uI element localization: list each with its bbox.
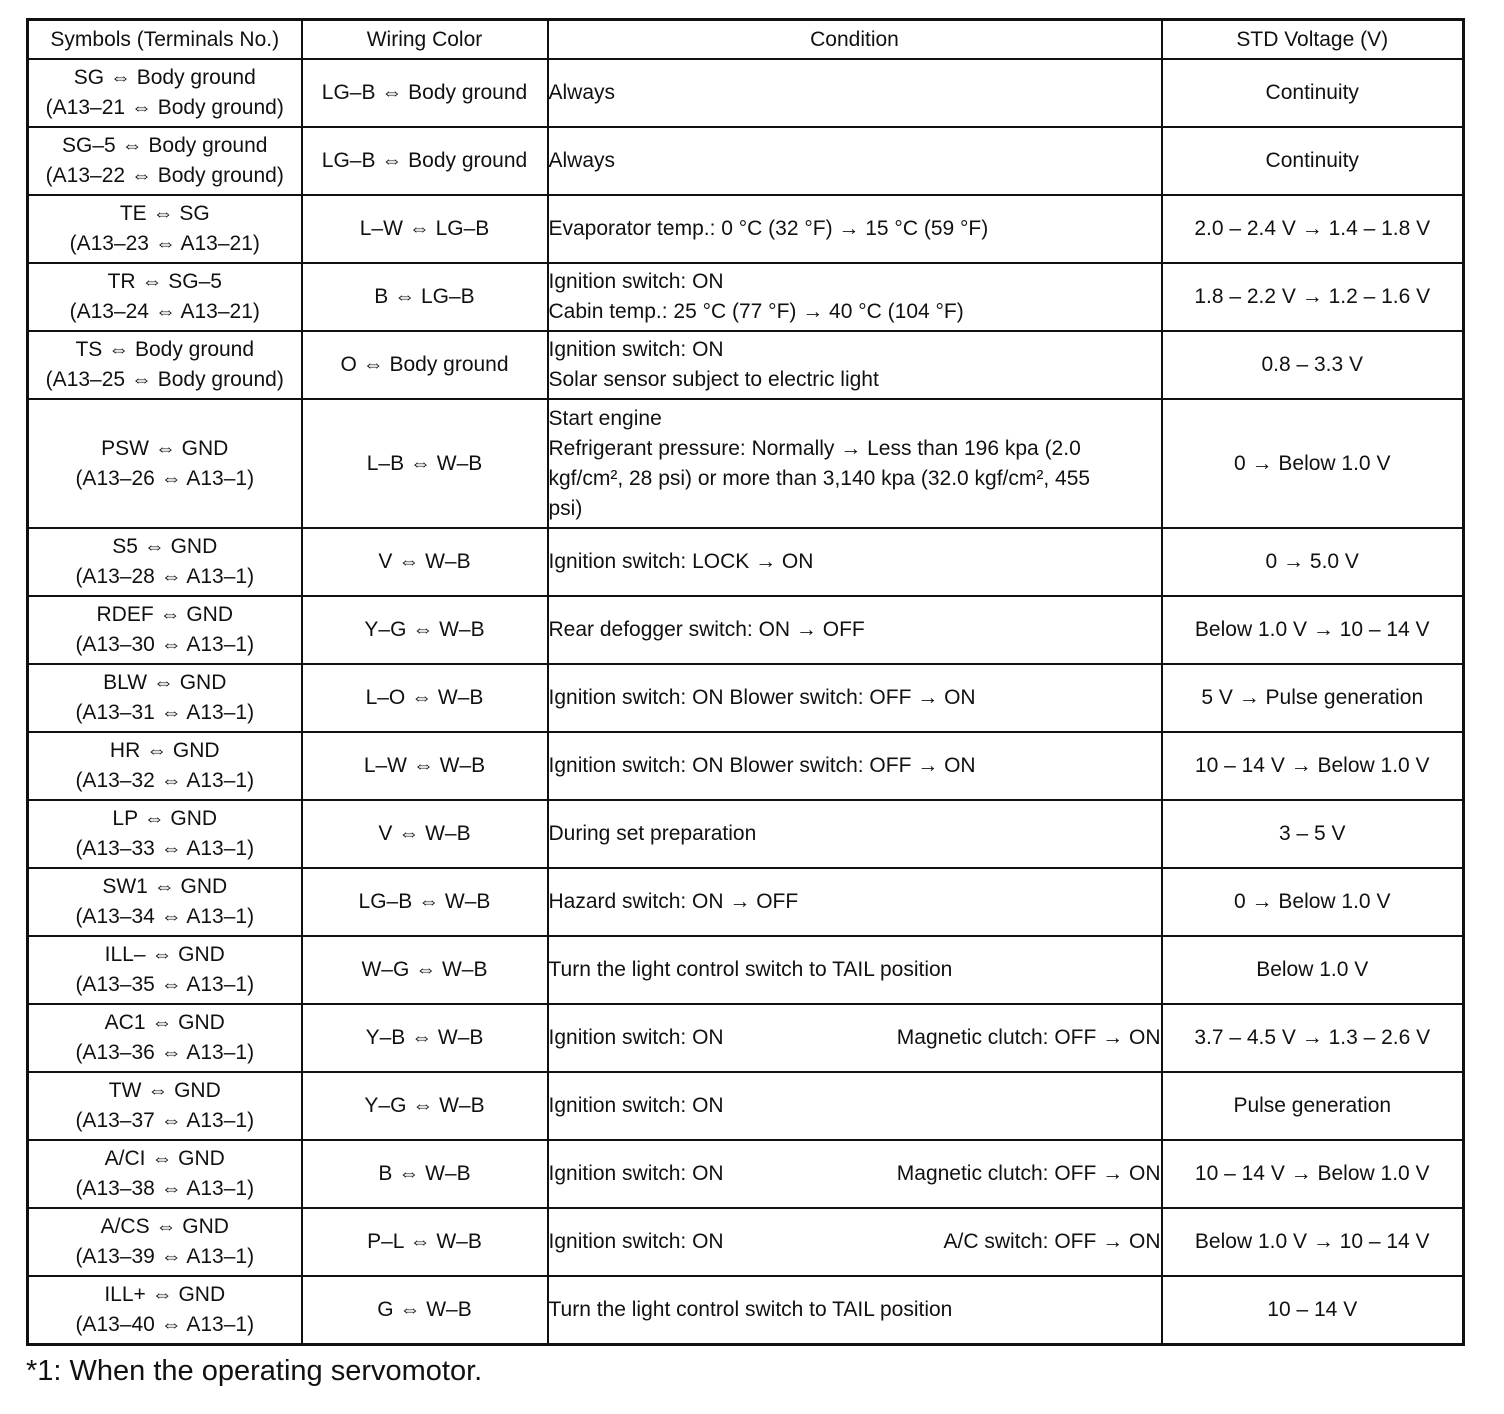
symbol-cell (28, 528, 302, 596)
condition-cell (548, 195, 1162, 263)
std-voltage-cell: Below 1.0 V (1162, 936, 1464, 1004)
std-voltage-cell: 5 V → Pulse generation (1162, 664, 1464, 732)
std-voltage-cell: 10 – 14 V → Below 1.0 V (1162, 732, 1464, 800)
wiring-color-cell: V ⇔ W–B (302, 528, 548, 596)
condition-line: Ignition switch: ON Blower switch: OFF → ON (548, 754, 976, 777)
terminal-voltage-table (26, 18, 1465, 1346)
footnote: *1: When the operating servomotor. (26, 1355, 483, 1387)
std-voltage-cell: 3 – 5 V (1162, 800, 1464, 868)
condition-cell (548, 1072, 1162, 1140)
terminal-numbers: (A13–36 ⇔ A13–1) (75, 1041, 255, 1064)
condition-cell (548, 1004, 1162, 1072)
condition-cell (548, 732, 1162, 800)
terminal-numbers: (A13–23 ⇔ A13–21) (69, 232, 260, 255)
terminal-numbers: (A13–26 ⇔ A13–1) (75, 466, 255, 490)
terminal-numbers: (A13–25 ⇔ Body ground) (45, 368, 284, 391)
terminal-numbers: (A13–28 ⇔ A13–1) (75, 565, 255, 588)
table-row (28, 664, 1464, 732)
header-std-voltage: STD Voltage (V) (1162, 20, 1464, 60)
symbol-label: ILL+ ⇔ GND (104, 1283, 226, 1306)
condition-line: Always (548, 81, 616, 104)
table-row (28, 263, 1464, 331)
header-symbols: Symbols (Terminals No.) (28, 20, 302, 60)
condition-cell (548, 59, 1162, 127)
symbol-cell (28, 868, 302, 936)
std-voltage-cell: Below 1.0 V → 10 – 14 V (1162, 1208, 1464, 1276)
table-row (28, 1276, 1464, 1345)
wiring-color-cell: P–L ⇔ W–B (302, 1208, 548, 1276)
condition-cell (548, 1276, 1162, 1345)
table-row (28, 1072, 1464, 1140)
condition-line: Refrigerant pressure: Normally → Less than 196 kpa (2.0 (548, 436, 1081, 460)
condition-line: Hazard switch: ON → OFF (548, 890, 799, 913)
condition-cell (548, 800, 1162, 868)
symbol-cell (28, 1004, 302, 1072)
table-row (28, 936, 1464, 1004)
condition-line: Start engine (548, 406, 662, 430)
wiring-color-cell: L–W ⇔ W–B (302, 732, 548, 800)
std-voltage-cell: 10 – 14 V → Below 1.0 V (1162, 1140, 1464, 1208)
symbol-cell (28, 936, 302, 1004)
symbol-label: AC1 ⇔ GND (104, 1011, 225, 1034)
table-row (28, 1140, 1464, 1208)
condition-cell (548, 127, 1162, 195)
terminal-numbers: (A13–37 ⇔ A13–1) (75, 1109, 255, 1132)
wiring-color-cell: L–B ⇔ W–B (302, 399, 548, 528)
symbol-cell (28, 263, 302, 331)
table-row (28, 732, 1464, 800)
symbol-label: SG ⇔ Body ground (73, 66, 256, 89)
std-voltage-cell: 2.0 – 2.4 V → 1.4 – 1.8 V (1162, 195, 1464, 263)
condition-line: Ignition switch: LOCK → ON (548, 550, 814, 573)
symbol-cell (28, 1140, 302, 1208)
condition-line: psi) (548, 496, 583, 520)
terminal-numbers: (A13–40 ⇔ A13–1) (75, 1313, 255, 1336)
condition-split (549, 1227, 1161, 1257)
terminal-numbers: (A13–35 ⇔ A13–1) (75, 973, 255, 996)
symbol-cell (28, 732, 302, 800)
condition-line: Ignition switch: ON (548, 270, 724, 293)
condition-cell (548, 331, 1162, 399)
std-voltage-cell: Pulse generation (1162, 1072, 1464, 1140)
condition-cell (548, 528, 1162, 596)
symbol-label: A/CI ⇔ GND (104, 1147, 225, 1170)
std-voltage-cell: 1.8 – 2.2 V → 1.2 – 1.6 V (1162, 263, 1464, 331)
symbol-cell (28, 127, 302, 195)
document (26, 18, 1462, 1388)
symbol-cell (28, 331, 302, 399)
table-row (28, 1004, 1464, 1072)
std-voltage-cell: Continuity (1162, 59, 1464, 127)
symbol-label: HR ⇔ GND (109, 739, 220, 762)
table-row (28, 800, 1464, 868)
wiring-color-cell: LG–B ⇔ W–B (302, 868, 548, 936)
symbol-label: LP ⇔ GND (112, 807, 218, 830)
symbol-label: RDEF ⇔ GND (96, 603, 233, 626)
wiring-color-cell: O ⇔ Body ground (302, 331, 548, 399)
condition-cell (548, 399, 1162, 528)
condition-cell (548, 664, 1162, 732)
terminal-numbers: (A13–31 ⇔ A13–1) (75, 701, 255, 724)
condition-split (549, 1159, 1161, 1189)
condition-line: Ignition switch: ON (548, 1094, 724, 1117)
wiring-color-cell: V ⇔ W–B (302, 800, 548, 868)
condition-text: Ignition switch: ON (548, 1162, 724, 1185)
symbol-cell (28, 1072, 302, 1140)
condition-line: Ignition switch: ON (548, 338, 724, 361)
table-body (28, 59, 1464, 1345)
symbol-label: ILL– ⇔ GND (104, 943, 225, 966)
header-wiring-color: Wiring Color (302, 20, 548, 60)
wiring-color-cell: L–W ⇔ LG–B (302, 195, 548, 263)
symbol-label: PSW ⇔ GND (101, 436, 229, 460)
wiring-color-cell: G ⇔ W–B (302, 1276, 548, 1345)
table-row (28, 1208, 1464, 1276)
std-voltage-cell: 10 – 14 V (1162, 1276, 1464, 1345)
condition-line: kgf/cm², 28 psi) or more than 3,140 kpa (32.0 kgf/cm², 455 (548, 466, 1091, 490)
header-condition: Condition (548, 20, 1162, 60)
wiring-color-cell: LG–B ⇔ Body ground (302, 127, 548, 195)
condition-split (549, 1023, 1161, 1053)
symbol-cell (28, 1208, 302, 1276)
terminal-numbers: (A13–38 ⇔ A13–1) (75, 1177, 255, 1200)
symbol-label: BLW ⇔ GND (103, 671, 227, 694)
condition-line: During set preparation (548, 822, 757, 845)
symbol-label: TW ⇔ GND (108, 1079, 221, 1102)
table-header-row (28, 20, 1464, 60)
std-voltage-cell: Continuity (1162, 127, 1464, 195)
terminal-numbers: (A13–21 ⇔ Body ground) (45, 96, 284, 119)
condition-line: Ignition switch: ON Blower switch: OFF → ON (548, 686, 976, 709)
condition-text: Ignition switch: ON (548, 1026, 724, 1049)
symbol-cell (28, 800, 302, 868)
symbol-cell (28, 596, 302, 664)
table-row (28, 127, 1464, 195)
table-row (28, 399, 1464, 528)
terminal-numbers: (A13–30 ⇔ A13–1) (75, 633, 255, 656)
terminal-numbers: (A13–22 ⇔ Body ground) (45, 164, 284, 187)
condition-line: Turn the light control switch to TAIL position (548, 958, 953, 981)
wiring-color-cell: B ⇔ W–B (302, 1140, 548, 1208)
condition-line: Cabin temp.: 25 °C (77 °F) → 40 °C (104 °F) (548, 300, 964, 323)
wiring-color-cell: W–G ⇔ W–B (302, 936, 548, 1004)
symbol-cell (28, 664, 302, 732)
table-row (28, 596, 1464, 664)
symbol-label: SG–5 ⇔ Body ground (62, 134, 268, 157)
condition-cell (548, 263, 1162, 331)
table-row (28, 868, 1464, 936)
std-voltage-cell: 0 → Below 1.0 V (1162, 399, 1464, 528)
symbol-label: TS ⇔ Body ground (75, 338, 255, 361)
wiring-color-cell: L–O ⇔ W–B (302, 664, 548, 732)
condition-cell (548, 936, 1162, 1004)
table-row (28, 331, 1464, 399)
symbol-cell (28, 59, 302, 127)
wiring-color-cell: Y–B ⇔ W–B (302, 1004, 548, 1072)
condition-text: A/C switch: OFF → ON (943, 1230, 1161, 1253)
condition-line: Solar sensor subject to electric light (548, 368, 879, 391)
wiring-color-cell: LG–B ⇔ Body ground (302, 59, 548, 127)
std-voltage-cell: 3.7 – 4.5 V → 1.3 – 2.6 V (1162, 1004, 1464, 1072)
condition-cell (548, 596, 1162, 664)
symbol-label: A/CS ⇔ GND (100, 1215, 229, 1238)
condition-line: Evaporator temp.: 0 °C (32 °F) → 15 °C (59 °F) (548, 217, 989, 240)
condition-line: Always (548, 149, 616, 172)
std-voltage-cell: 0 → 5.0 V (1162, 528, 1464, 596)
terminal-numbers: (A13–39 ⇔ A13–1) (75, 1245, 255, 1268)
terminal-numbers: (A13–24 ⇔ A13–21) (69, 300, 260, 323)
symbol-label: TR ⇔ SG–5 (107, 270, 222, 293)
condition-cell (548, 868, 1162, 936)
condition-text: Ignition switch: ON (548, 1230, 724, 1253)
terminal-numbers: (A13–33 ⇔ A13–1) (75, 837, 255, 860)
wiring-color-cell: B ⇔ LG–B (302, 263, 548, 331)
wiring-color-cell: Y–G ⇔ W–B (302, 596, 548, 664)
wiring-color-cell: Y–G ⇔ W–B (302, 1072, 548, 1140)
condition-cell (548, 1208, 1162, 1276)
std-voltage-cell: Below 1.0 V → 10 – 14 V (1162, 596, 1464, 664)
symbol-cell (28, 1276, 302, 1345)
symbol-label: S5 ⇔ GND (112, 535, 218, 558)
table-row (28, 195, 1464, 263)
symbol-cell (28, 399, 302, 528)
condition-cell (548, 1140, 1162, 1208)
table-row (28, 528, 1464, 596)
std-voltage-cell: 0.8 – 3.3 V (1162, 331, 1464, 399)
terminal-numbers: (A13–32 ⇔ A13–1) (75, 769, 255, 792)
symbol-label: SW1 ⇔ GND (102, 875, 228, 898)
condition-text: Magnetic clutch: OFF → ON (896, 1162, 1161, 1185)
std-voltage-cell: 0 → Below 1.0 V (1162, 868, 1464, 936)
terminal-numbers: (A13–34 ⇔ A13–1) (75, 905, 255, 928)
condition-line: Rear defogger switch: ON → OFF (548, 618, 865, 641)
condition-line: Turn the light control switch to TAIL position (548, 1298, 953, 1321)
table-row (28, 59, 1464, 127)
symbol-label: TE ⇔ SG (119, 202, 210, 225)
symbol-cell (28, 195, 302, 263)
condition-text: Magnetic clutch: OFF → ON (896, 1026, 1161, 1049)
